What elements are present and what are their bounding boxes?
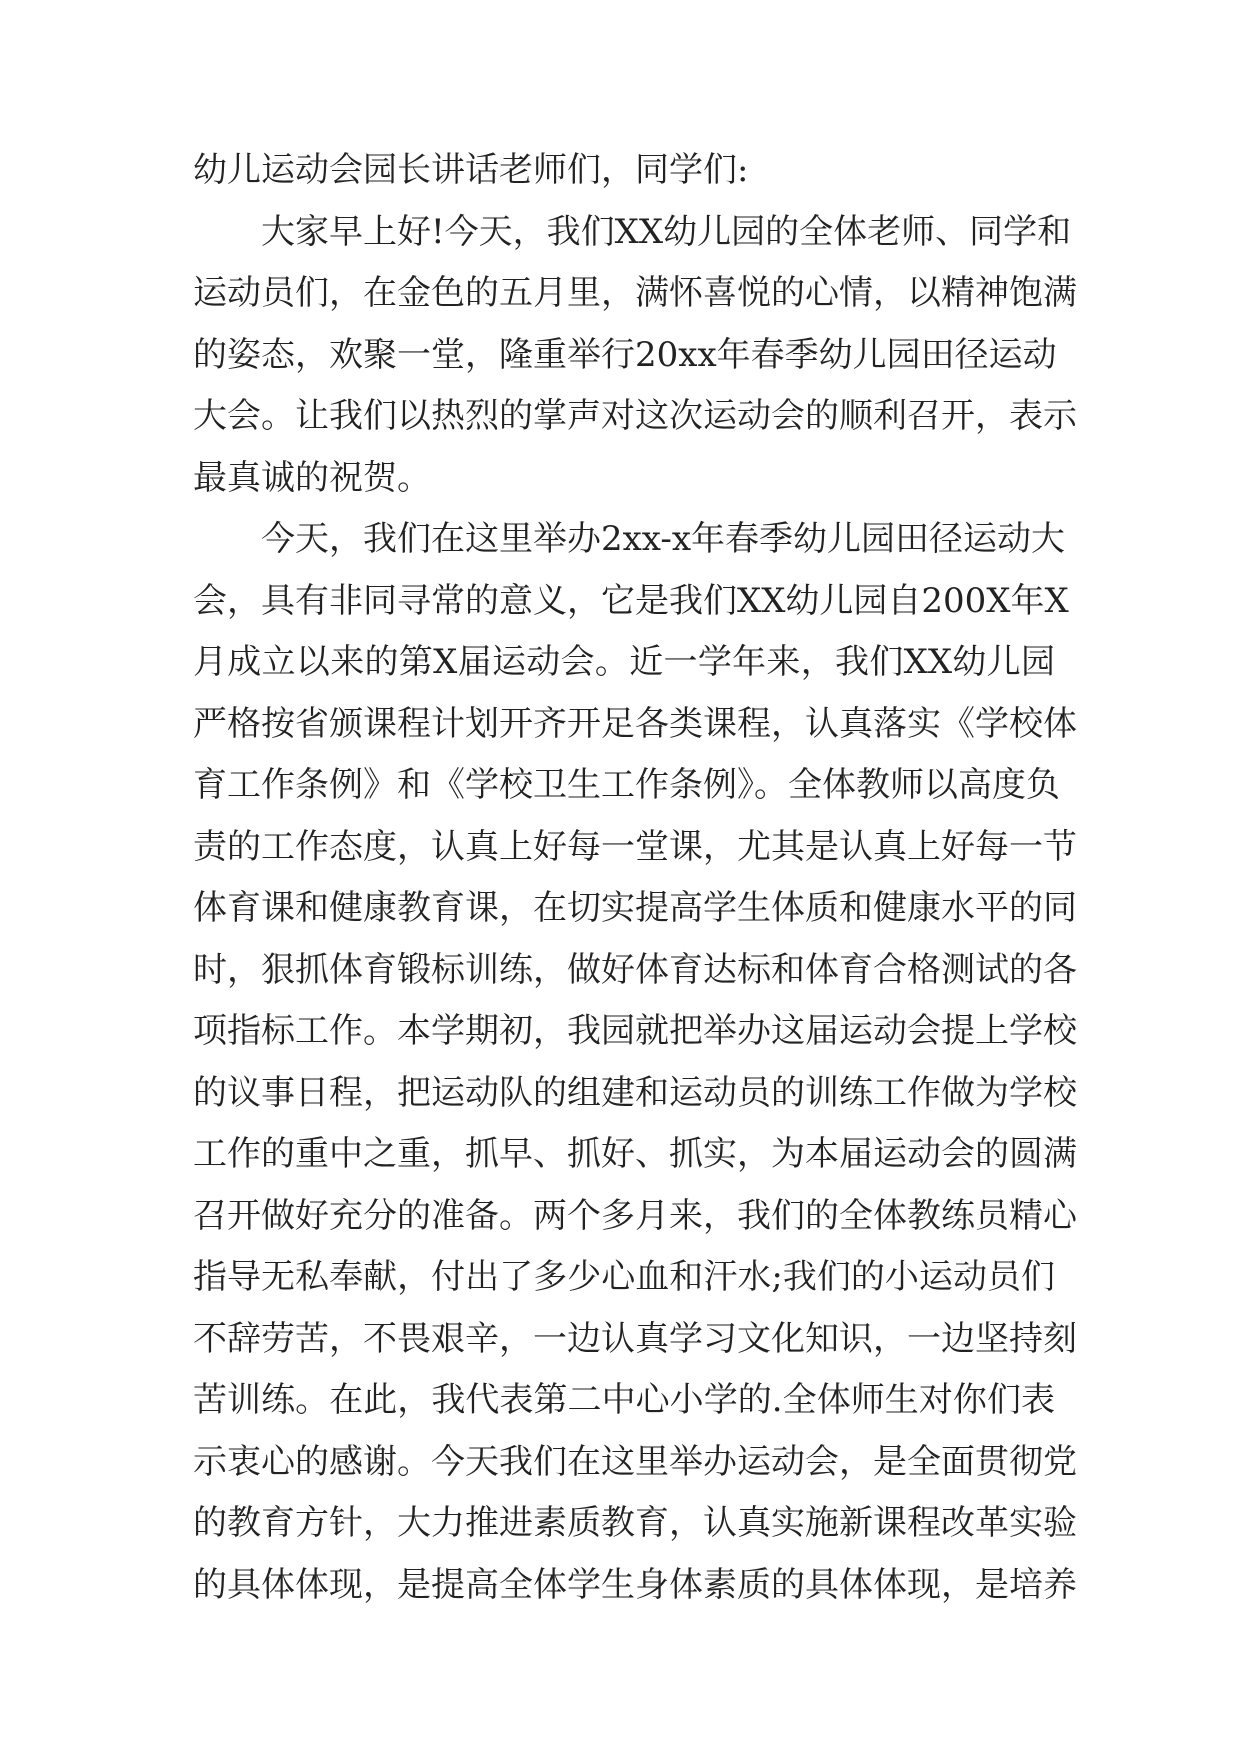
document-body: [193, 140, 1077, 1616]
title-line: 幼儿运动会园长讲话老师们，同学们:: [193, 150, 749, 190]
paragraph-line: 会，具有非同寻常的意义，它是我们XX幼儿园自200X年X: [193, 580, 1069, 621]
paragraph-line: 召开做好充分的准备。两个多月来，我们的全体教练员精心: [193, 1195, 1077, 1236]
paragraph-line: 今天，我们在这里举办2xx-x年春季幼儿园田径运动大: [261, 519, 1066, 559]
paragraph-line: 体育课和健康教育课，在切实提高学生体质和健康水平的同: [193, 888, 1077, 928]
paragraph-line: 的具体体现，是提高全体学生身体素质的具体体现，是培养: [193, 1564, 1077, 1605]
paragraph-line: 指导无私奉献，付出了多少心血和汗水;我们的小运动员们: [193, 1257, 1055, 1297]
paragraph-line: 最真诚的祝贺。: [193, 457, 431, 498]
paragraph-line: 示衷心的感谢。今天我们在这里举办运动会，是全面贯彻党: [193, 1441, 1077, 1482]
paragraph-line: 的教育方针，大力推进素质教育，认真实施新课程改革实验: [193, 1503, 1077, 1543]
paragraph-line: 工作的重中之重，抓早、抓好、抓实，为本届运动会的圆满: [193, 1134, 1077, 1174]
paragraph-line: 苦训练。在此，我代表第二中心小学的.全体师生对你们表: [193, 1380, 1055, 1420]
paragraph-line: 不辞劳苦，不畏艰辛，一边认真学习文化知识，一边坚持刻: [193, 1318, 1077, 1359]
paragraph-line: 育工作条例》和《学校卫生工作条例》。全体教师以高度负: [193, 765, 1060, 805]
paragraph-line: 项指标工作。本学期初，我园就把举办这届运动会提上学校: [193, 1011, 1077, 1051]
paragraph-line: 严格按省颁课程计划开齐开足各类课程，认真落实《学校体: [193, 703, 1077, 744]
paragraph-line: 的姿态，欢聚一堂，隆重举行20xx年春季幼儿园田径运动: [193, 334, 1057, 375]
paragraph-line: 月成立以来的第X届运动会。近一学年来，我们XX幼儿园: [193, 642, 1055, 682]
paragraph-line: 时，狠抓体育锻标训练，做好体育达标和体育合格测试的各: [193, 949, 1077, 990]
paragraph-line: 的议事日程，把运动队的组建和运动员的训练工作做为学校: [193, 1072, 1077, 1113]
paragraph-line: 运动员们，在金色的五月里，满怀喜悦的心情，以精神饱满: [193, 273, 1077, 313]
paragraph-line: 大家早上好!今天，我们XX幼儿园的全体老师、同学和: [261, 211, 1072, 252]
paragraph-line: 责的工作态度，认真上好每一堂课，尤其是认真上好每一节: [193, 826, 1077, 867]
paragraph-line: 大会。让我们以热烈的掌声对这次运动会的顺利召开，表示: [193, 396, 1077, 436]
